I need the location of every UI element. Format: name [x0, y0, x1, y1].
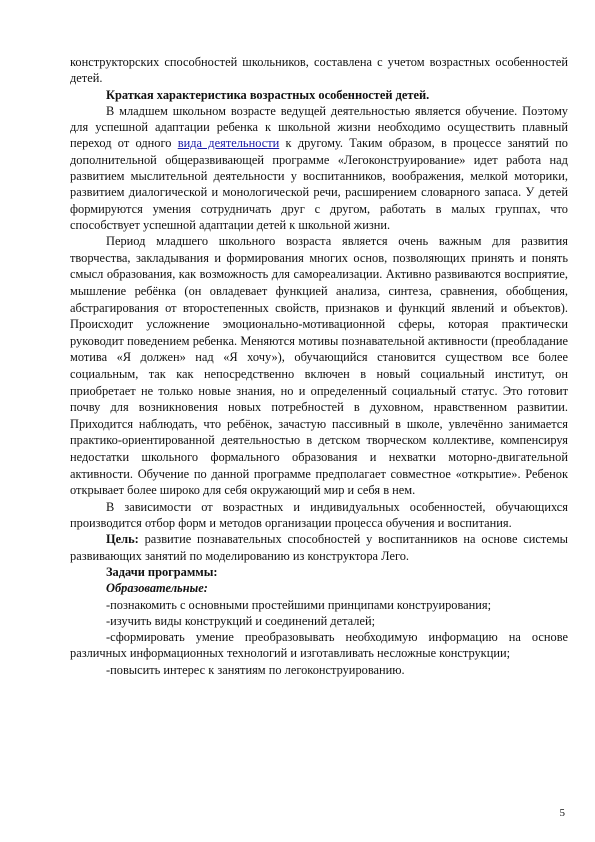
goal-text: развитие познавательных способностей у воспитанников на основе системы развивающих занятий по моделированию из конструктора Лего. [70, 532, 568, 563]
task-item: -познакомить с основными простейшими принципами конструирования; [106, 597, 492, 612]
goal-label: Цель: [106, 532, 139, 547]
task-item: -повысить интерес к занятиям по легоконструированию. [106, 662, 405, 677]
paragraph-learning-activity [70, 103, 568, 233]
page-content [70, 54, 568, 678]
educational-tasks-heading: Образовательные: [106, 581, 208, 596]
paragraph-continuation: конструкторских способностей школьников, составлена с учетом возрастных особенностей детей. [70, 55, 568, 86]
paragraph-methods: В зависимости от возрастных и индивидуальных особенностей, обучающихся производится отбор форм и методов организации процесса обучения и воспитания. [70, 499, 568, 531]
section-heading-age-features: Краткая характеристика возрастных особенностей детей. [106, 87, 430, 102]
paragraph-goal [70, 531, 568, 564]
paragraph-age-period: Период младшего школьного возраста является очень важным для развития творчества, закладывания и формирования многих основ, позволяющих принять и понять смысл образования, как возможность для самореализации. Активно развиваются восприятие, мышление ребёнка (он овладевает функцией анализа, синтеза, сравнения, обобщения, абстрагирования от второстепенных свойств, признаков и функций явлений и объектов). Происходит усложнение эмоционально-мотивационной сферы, которая практически руководит поведением ребенка. Меняются мотивы познавательной активности (преобладание мотива «Я должен» над «Я хочу»), обучающийся становится существом все более социальным, так как непосредственно включен в новый социальный институт, он приобретает не только новые знания, но и определенный социальный статус. Это готовит почву для возникновения новых потребностей в духовном, нравственном развитии. Приходится наблюдать, что ребёнок, зачастую пассивный в школе, увлечённо занимается практико-ориентированной деятельностью в детском творческом коллективе, компенсируя недостатки школьного формального образования и нехватки моторно-двигательной активности. Обучение по данной программе предполагает совместное «открытие». Ребенок открывает более широко для себя окружающий мир и себя в нем. [70, 234, 568, 498]
task-item: -изучить виды конструкций и соединений деталей; [106, 613, 376, 628]
tasks-heading: Задачи программы: [106, 564, 218, 579]
page-number: 5 [559, 807, 565, 819]
task-item: -сформировать умение преобразовывать необходимую информацию на основе различных информационных технологий и изготавливать несложные конструкции; [70, 630, 568, 661]
activity-type-link[interactable]: вида деятельности [177, 136, 280, 151]
paragraph-text: В младшем школьном возрасте ведущей деятельностью является обучение. Поэтому для успешной адаптации ребенка к школьной жизни необходимо осуществить плавный переход от одного [70, 103, 568, 151]
paragraph-text: к другому. Таким образом, в процессе занятий по дополнительной общеразвивающей программе «Легоконструирование» идет работа над развитием мыслительной деятельности у воспитанников, воображения, мелкой моторики, развитием диалогической и монологической речи, расширением словарного запаса. У детей формируются умения сотрудничать друг с другом, работать в малых группах, что способствует успешной адаптации детей к школьной жизни. [70, 136, 568, 232]
